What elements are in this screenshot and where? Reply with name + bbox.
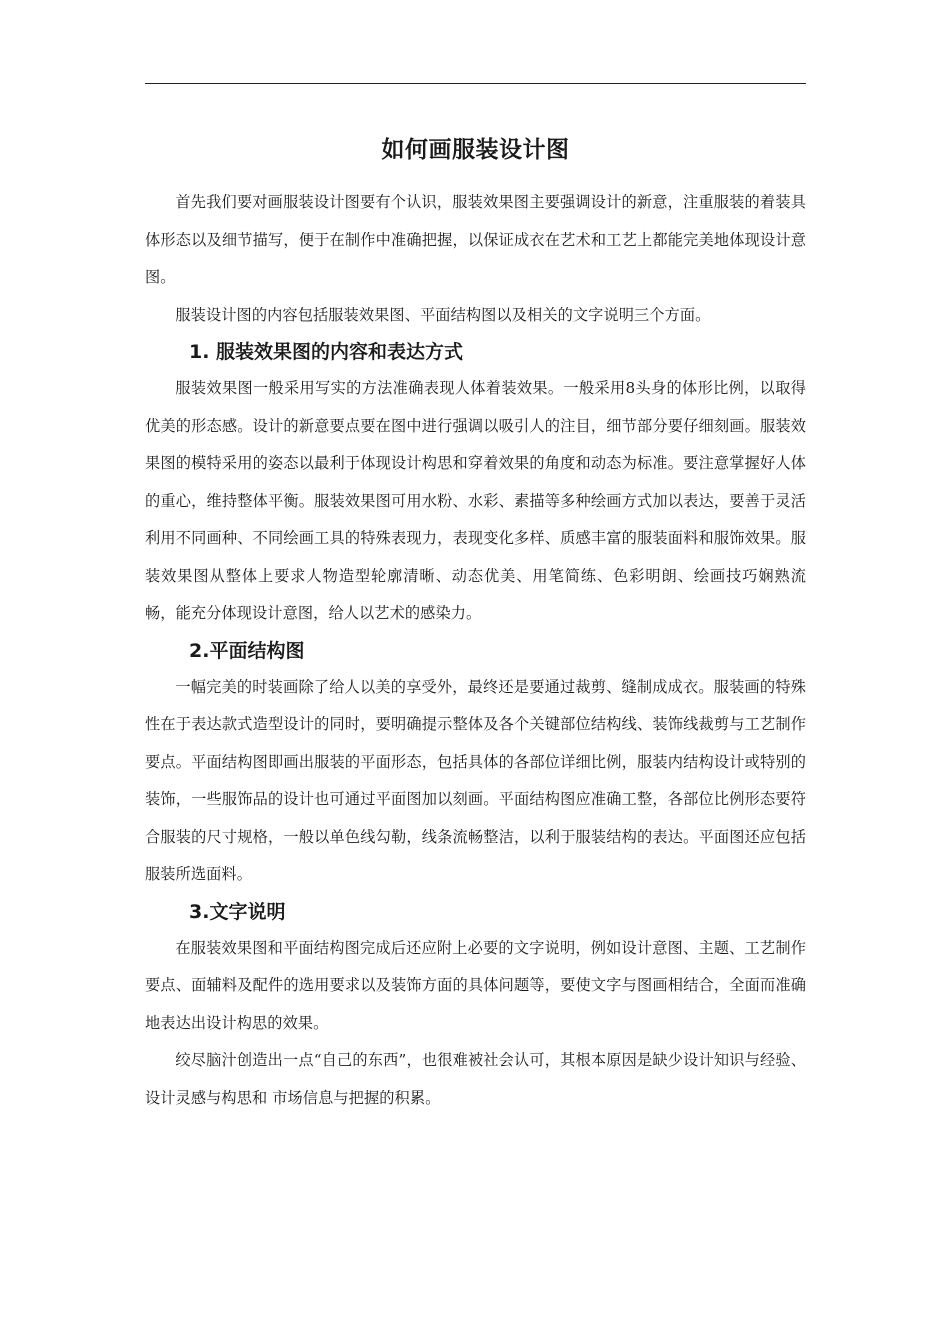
header-rule xyxy=(145,83,806,84)
section-body-effect-drawing: 服装效果图一般采用写实的方法准确表现人体着装效果。一般采用8头身的体形比例，以取得优美的形态感。设计的新意要点要在图中进行强调以吸引人的注目，细节部分要仔细刻画。服装效果图的模特采用的姿态以最利于体现设计构思和穿着效果的角度和动态为标准。要注意掌握好人体的重心，维持整体平衡。服装效果图可用水粉、水彩、素描等多种绘画方式加以表达，要善于灵活利用不同画种、不同绘画工具的特殊表现力，表现变化多样、质感丰富的服装面料和服饰效果。服装效果图从整体上要求人物造型轮廓清晰、动态优美、用笔简练、色彩明朗、绘画技巧娴熟流 畅，能充分体现设计意图，给人以艺术的感染力。 xyxy=(145,379,806,622)
section-body-text-description: 在服装效果图和平面结构图完成后还应附上必要的文字说明，例如设计意图、主题、工艺制作要点、面辅料及配件的选用要求以及装饰方面的具体问题等，要使文字与图画相结合，全面而准确地表达出设计构思的效果。 xyxy=(145,938,806,1032)
section-heading-flat-structure: 2.平面结构图 xyxy=(189,639,305,662)
intro-paragraph-1: 首先我们要对画服装设计图要有个认识，服装效果图主要强调设计的新意，注重服装的着装具体形态以及细节描写，便于在制作中准确把握，以保证成衣在艺术和工艺上都能完美地体现设计意图。 xyxy=(145,193,806,286)
closing-paragraph: 绞尽脑汁创造出一点“自己的东西”，也很难被社会认可，其根本原因是缺少设计知识与经验、设计灵感与构思和 市场信息与把握的积累。 xyxy=(145,1051,806,1107)
intro-paragraph-2: 服装设计图的内容包括服装效果图、平面结构图以及相关的文字说明三个方面。 xyxy=(175,305,711,324)
section-heading-text-description: 3.文字说明 xyxy=(189,900,286,923)
section-heading-effect-drawing: 1. 服装效果图的内容和表达方式 xyxy=(189,341,464,363)
document-body xyxy=(145,122,806,1117)
document-title: 如何画服装设计图 xyxy=(381,137,570,163)
section-body-flat-structure: 一幅完美的时装画除了给人以美的享受外，最终还是要通过裁剪、缝制成成衣。服装画的特殊性在于表达款式造型设计的同时，要明确提示整体及各个关键部位结构线、装饰线裁剪与工艺制作要点。平面结构图即画出服装的平面形态，包括具体的各部位详细比例，服装内结构设计或特别的装饰，一些服饰品的设计也可通过平面图加以刻画。平面结构图应准确工整，各部位比例形态要符合服装的尺寸规格，一般以单色线勾勒，线条流畅整洁，以利于服装结构的表达。平面图还应包括服装所选面料。 xyxy=(145,677,806,883)
